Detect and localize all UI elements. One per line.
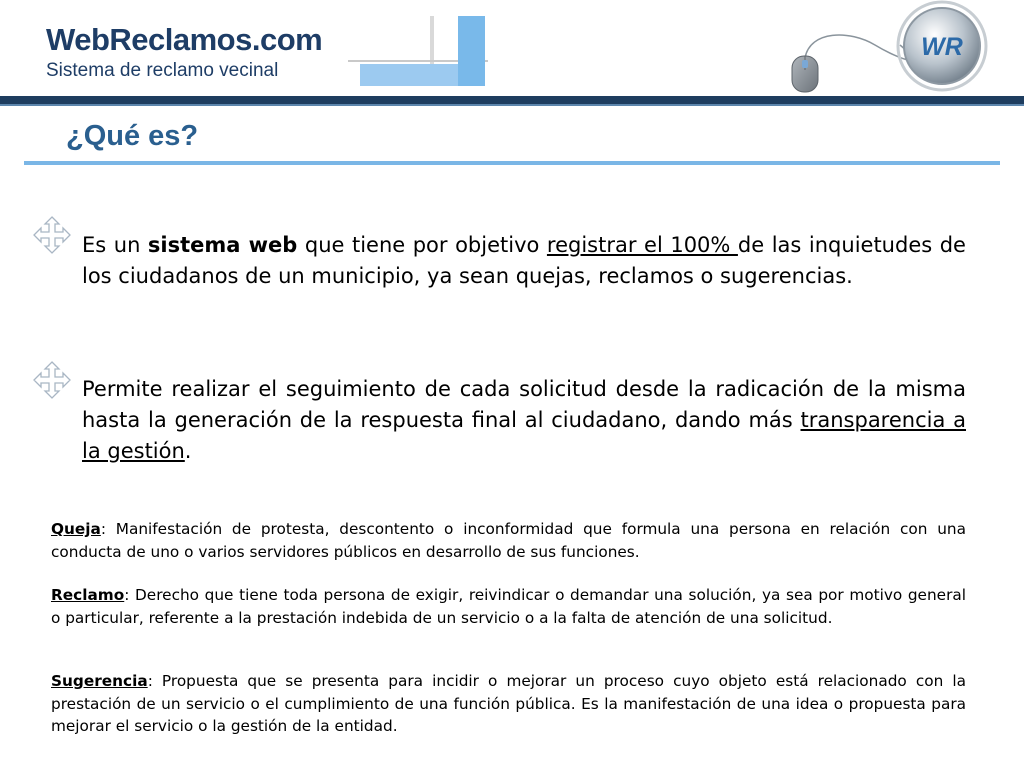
bullet-tracking [82, 374, 966, 467]
brand-tagline: Sistema de reclamo vecinal [46, 60, 279, 81]
bullet-1-bold: sistema web [147, 233, 298, 257]
definition-term: Reclamo [51, 586, 125, 604]
bullet-1-text-start: Es un [82, 233, 148, 257]
header-band [0, 96, 1024, 104]
logo-deco-column [458, 16, 485, 86]
definition-term: Queja [51, 520, 101, 538]
definition-text: : Propuesta que se presenta para incidir o mejorar un proceso cuyo objeto está relacionado con la prestación de un servicio o el cumplimiento de una función pública. Es la manifestación de una idea o propuesta para mejorar el servicio o la gestión de la entidad. [51, 672, 966, 735]
logo [0, 0, 500, 92]
bullet-definition [82, 230, 966, 292]
bullet-2-text-start: Permite realizar el seguimiento de cada solicitud desde la radicación de la misma hasta la generación de la respuesta final al ciudadano, dando más [82, 377, 966, 432]
definition-sugerencia [51, 670, 966, 738]
definition-text: : Manifestación de protesta, descontento o inconformidad que formula una persona en relación con una conducta de uno o varios servidores públicos en desarrollo de sus funciones. [51, 520, 966, 561]
brand-name: WebReclamos.com [46, 22, 323, 57]
slide-title: ¿Qué es? [66, 120, 199, 152]
bullet-1-text-end: de las inquietudes de los ciudadanos de un municipio, ya sean quejas, reclamos o sugerencias. [82, 233, 966, 288]
bullet-2-text-end: . [184, 439, 192, 463]
bullet-2-underlined: transparencia a la gestión [82, 408, 966, 463]
four-arrows-icon [32, 215, 72, 255]
definition-text: : Derecho que tiene toda persona de exigir, reivindicar o demandar una solución, ya sea por motivo general o particular, referente a la prestación indebida de un servicio o a la falta de atención de una solicitud. [51, 586, 966, 627]
definition-queja [51, 518, 966, 563]
definition-reclamo [51, 584, 966, 629]
definition-term: Sugerencia [51, 672, 148, 690]
title-underline [24, 161, 1000, 165]
header-band-accent [0, 104, 1024, 106]
four-arrows-icon [32, 360, 72, 400]
mouse-badge-logo [780, 0, 1020, 100]
bullet-1-underlined: registrar el 100% [546, 233, 738, 257]
badge-text: WR [921, 33, 963, 61]
bullet-1-text-middle: que tiene por objetivo [297, 233, 547, 257]
